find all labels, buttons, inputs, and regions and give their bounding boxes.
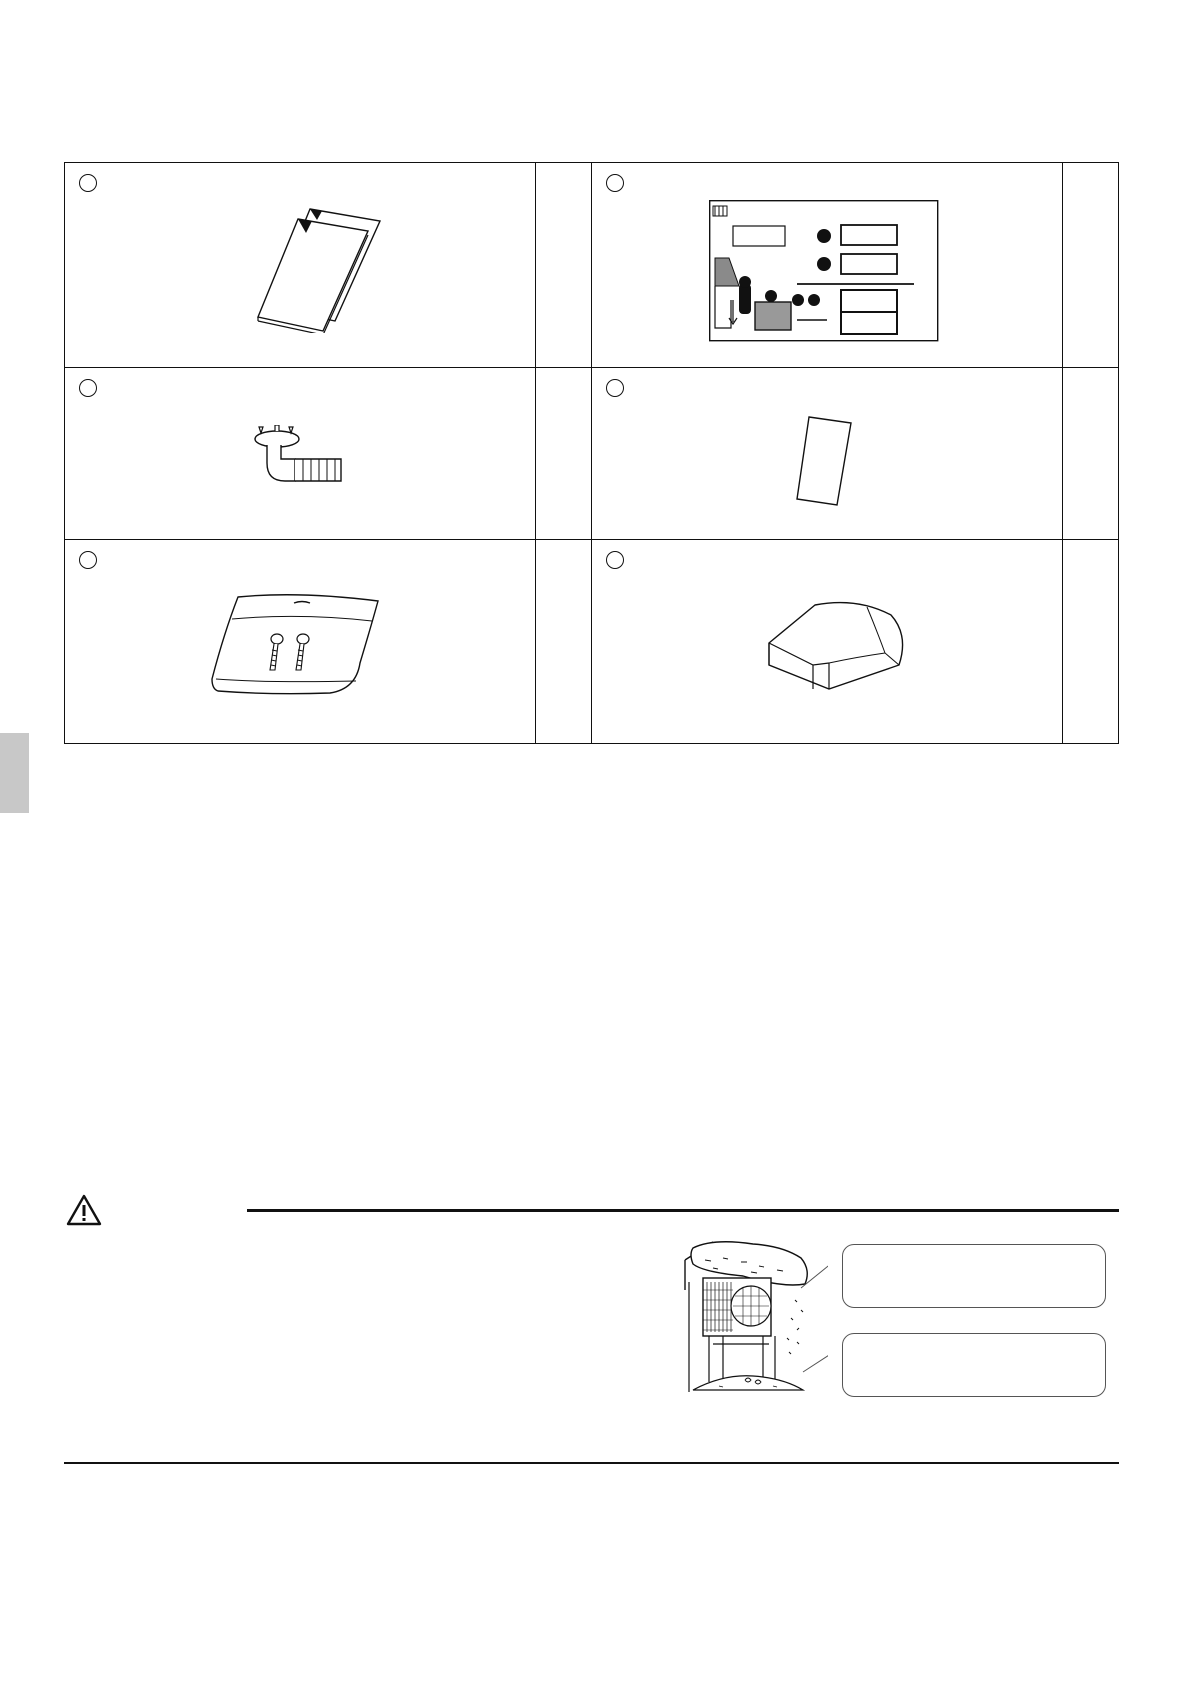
- manual-booklets-icon: [250, 203, 400, 333]
- quantity-cell: [1063, 368, 1119, 540]
- accessory-cell: [592, 368, 1063, 540]
- label-sticker-icon: [795, 415, 855, 507]
- refrigerant-label-icon: [709, 200, 939, 342]
- insulation-block-icon: [767, 595, 912, 705]
- quantity-cell: [1063, 163, 1119, 368]
- table-row: [65, 368, 1119, 540]
- quantity-cell: [536, 540, 592, 744]
- callout-bubble-top: [842, 1244, 1106, 1308]
- section-tab: [0, 733, 29, 813]
- table-row: [65, 163, 1119, 368]
- item-number-circle: [606, 174, 624, 192]
- caution-rule: [247, 1209, 1119, 1212]
- accessory-cell: [65, 163, 536, 368]
- warning-triangle-icon: [66, 1194, 102, 1226]
- quantity-cell: [536, 368, 592, 540]
- item-number-circle: [606, 379, 624, 397]
- accessory-cell: [65, 368, 536, 540]
- accessory-cell: [592, 163, 1063, 368]
- accessory-cell: [592, 540, 1063, 744]
- outdoor-unit-under-snow-icon: [683, 1240, 828, 1395]
- item-number-circle: [79, 379, 97, 397]
- footer-rule: [64, 1462, 1119, 1464]
- table-row: [65, 540, 1119, 744]
- quantity-cell: [1063, 540, 1119, 744]
- cover-plate-with-screws-icon: [210, 593, 385, 703]
- item-number-circle: [79, 174, 97, 192]
- drain-socket-icon: [247, 425, 357, 490]
- quantity-cell: [536, 163, 592, 368]
- accessory-cell: [65, 540, 536, 744]
- callout-bubble-bottom: [842, 1333, 1106, 1397]
- item-number-circle: [606, 551, 624, 569]
- accessories-table: [64, 162, 1119, 744]
- item-number-circle: [79, 551, 97, 569]
